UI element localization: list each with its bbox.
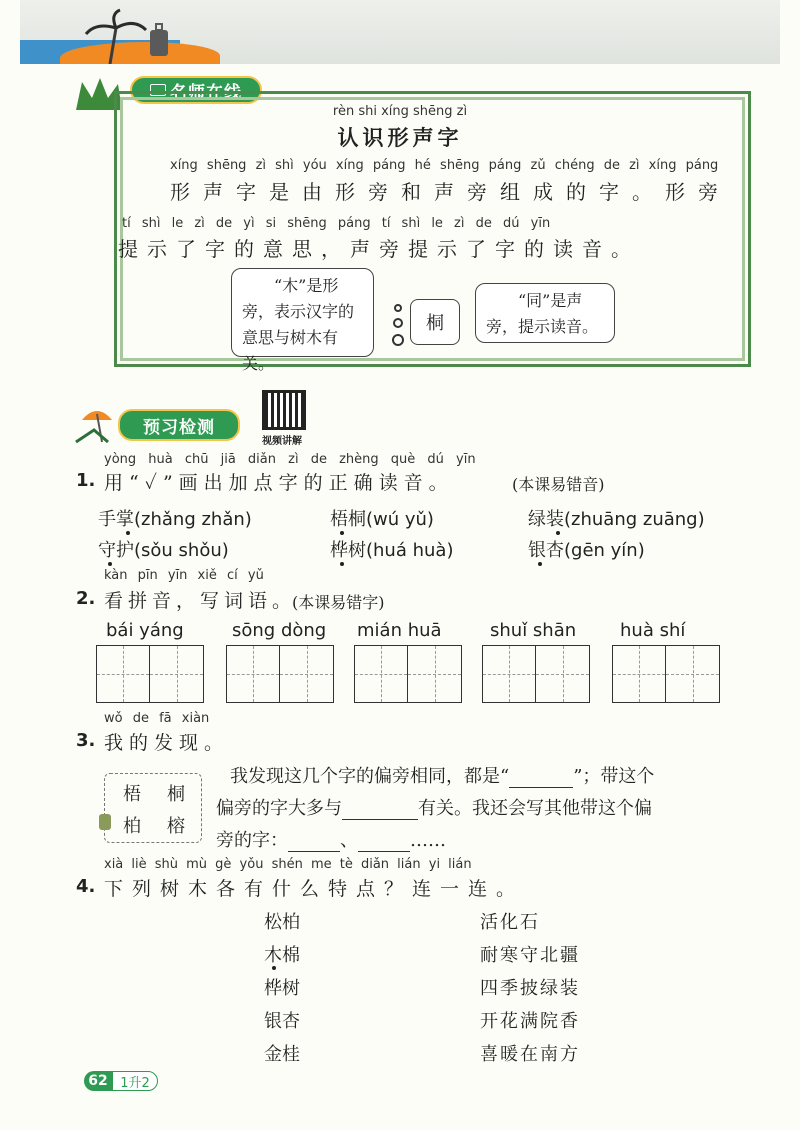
q2-pinyin-group: bái yáng xyxy=(106,620,184,641)
page-number: 62 xyxy=(84,1071,112,1091)
q4-right-item[interactable]: 活化石 xyxy=(480,912,540,933)
q1-number: 1. xyxy=(76,470,96,491)
q3-text: 我的发现。 xyxy=(104,732,230,754)
q4-right-item[interactable]: 开花满院香 xyxy=(480,1011,580,1032)
writing-grid[interactable] xyxy=(482,645,590,703)
beach-chair-umbrella-icon xyxy=(72,402,122,446)
palm-and-luggage-icon xyxy=(80,8,200,64)
emphasis-dot xyxy=(108,562,112,566)
q2-pinyin-group: sōng dòng xyxy=(232,620,327,641)
q4-pinyin: xià liè shù mù gè yǒu shén me tè diǎn lián yi lián xyxy=(104,857,472,872)
q1-item: 绿装(zhuāng zuāng) xyxy=(528,509,705,530)
callout-right: “同”是声 旁，提示读音。 xyxy=(475,283,615,343)
q4-right-item[interactable]: 耐寒守北疆 xyxy=(480,945,580,966)
writing-grid[interactable] xyxy=(612,645,720,703)
center-char-box: 桐 xyxy=(410,299,460,345)
flower-icon xyxy=(392,300,406,348)
q1-item: 手掌(zhǎng zhǎn) xyxy=(98,509,252,530)
emphasis-dot xyxy=(340,531,344,535)
top-banner xyxy=(20,0,780,64)
emphasis-dot xyxy=(126,531,130,535)
blank-meaning[interactable] xyxy=(342,819,418,820)
char-card: 梧 桐 柏 榕 xyxy=(104,773,202,843)
teacher-line1: 形声字是由形旁和声旁组成的字。形旁 xyxy=(170,180,731,204)
q4-number: 4. xyxy=(76,876,96,897)
q3-pinyin: wǒ de fā xiàn xyxy=(104,711,210,726)
q2-number: 2. xyxy=(76,588,96,609)
q4-left-list xyxy=(264,906,300,1071)
writing-grid[interactable] xyxy=(96,645,204,703)
q1-item: 银杏(gēn yín) xyxy=(528,540,645,561)
teacher-title: 认识形声字 xyxy=(337,125,463,150)
blank-radical[interactable] xyxy=(509,787,573,788)
q4-left-item[interactable]: 松柏 xyxy=(264,912,300,933)
q2-note: (本课易错字) xyxy=(292,593,385,612)
writing-grid[interactable] xyxy=(354,645,462,703)
q4-right-item[interactable]: 喜暖在南方 xyxy=(480,1044,580,1065)
blank-char-2[interactable] xyxy=(358,851,410,852)
emphasis-dot xyxy=(272,966,276,970)
q2-pinyin-group: huà shí xyxy=(620,620,686,641)
blank-char-1[interactable] xyxy=(288,851,340,852)
q2-pinyin-group: shuǐ shān xyxy=(490,620,577,641)
q4-left-item[interactable]: 金桂 xyxy=(264,1044,300,1065)
line2-pinyin: tí shì le zì de yì si shēng páng tí shì le zì de dú yīn xyxy=(122,216,551,231)
q3-number: 3. xyxy=(76,730,96,751)
q4-text: 下列树木各有什么特点？连一连。 xyxy=(104,878,525,900)
q1-text: 用“✓”画出加点字的正确读音。 xyxy=(104,472,454,494)
q2-text: 看拼音，写词语。 xyxy=(104,590,297,612)
q1-item: 桦树(huá huà) xyxy=(330,540,454,561)
qr-caption: 视频讲解 xyxy=(262,436,302,447)
section-title-preview: 预习检测 xyxy=(118,409,240,441)
title-pinyin: rèn shi xíng shēng zì xyxy=(332,104,468,119)
emphasis-dot xyxy=(556,531,560,535)
grade-tag: 1升2 xyxy=(112,1071,158,1091)
qr-code-icon[interactable] xyxy=(262,390,306,430)
q1-item: 梧桐(wú yǔ) xyxy=(330,509,434,530)
writing-grid[interactable] xyxy=(226,645,334,703)
q4-left-item[interactable]: 桦树 xyxy=(264,978,300,999)
teacher-line2: 提示了字的意思，声旁提示了字的读音。 xyxy=(118,237,640,261)
q1-item: 守护(sǒu shǒu) xyxy=(98,540,229,561)
q3-line1: 我发现这几个字的偏旁相同，都是“ ”；带这个 xyxy=(230,766,655,787)
q3-line2: 偏旁的字大多与 有关。我还会写其他带这个偏 xyxy=(216,798,652,819)
plant-pot-icon xyxy=(99,814,111,830)
q4-left-item[interactable]: 银杏 xyxy=(264,1011,300,1032)
q1-note: (本课易错音) xyxy=(512,475,605,494)
callout-left: “木”是形 旁，表示汉字的 意思与树木有关。 xyxy=(231,268,374,357)
section-title-teacher: 名师在线 xyxy=(130,76,262,104)
q2-pinyin-group: mián huā xyxy=(357,620,442,641)
q4-right-list xyxy=(480,906,580,1071)
line1-pinyin: xíng shēng zì shì yóu xíng páng hé shēng páng zǔ chéng de zì xíng páng xyxy=(170,158,719,173)
emphasis-dot xyxy=(340,562,344,566)
q3-line3: 旁的字： 、 …… xyxy=(216,830,446,851)
q1-pinyin: yòng huà chū jiā diǎn zì de zhèng què dú yīn xyxy=(104,452,476,467)
q4-left-item[interactable]: 木棉 xyxy=(264,945,300,966)
q2-pinyin: kàn pīn yīn xiě cí yǔ xyxy=(104,568,264,583)
emphasis-dot xyxy=(538,562,542,566)
q4-right-item[interactable]: 四季披绿装 xyxy=(480,978,580,999)
